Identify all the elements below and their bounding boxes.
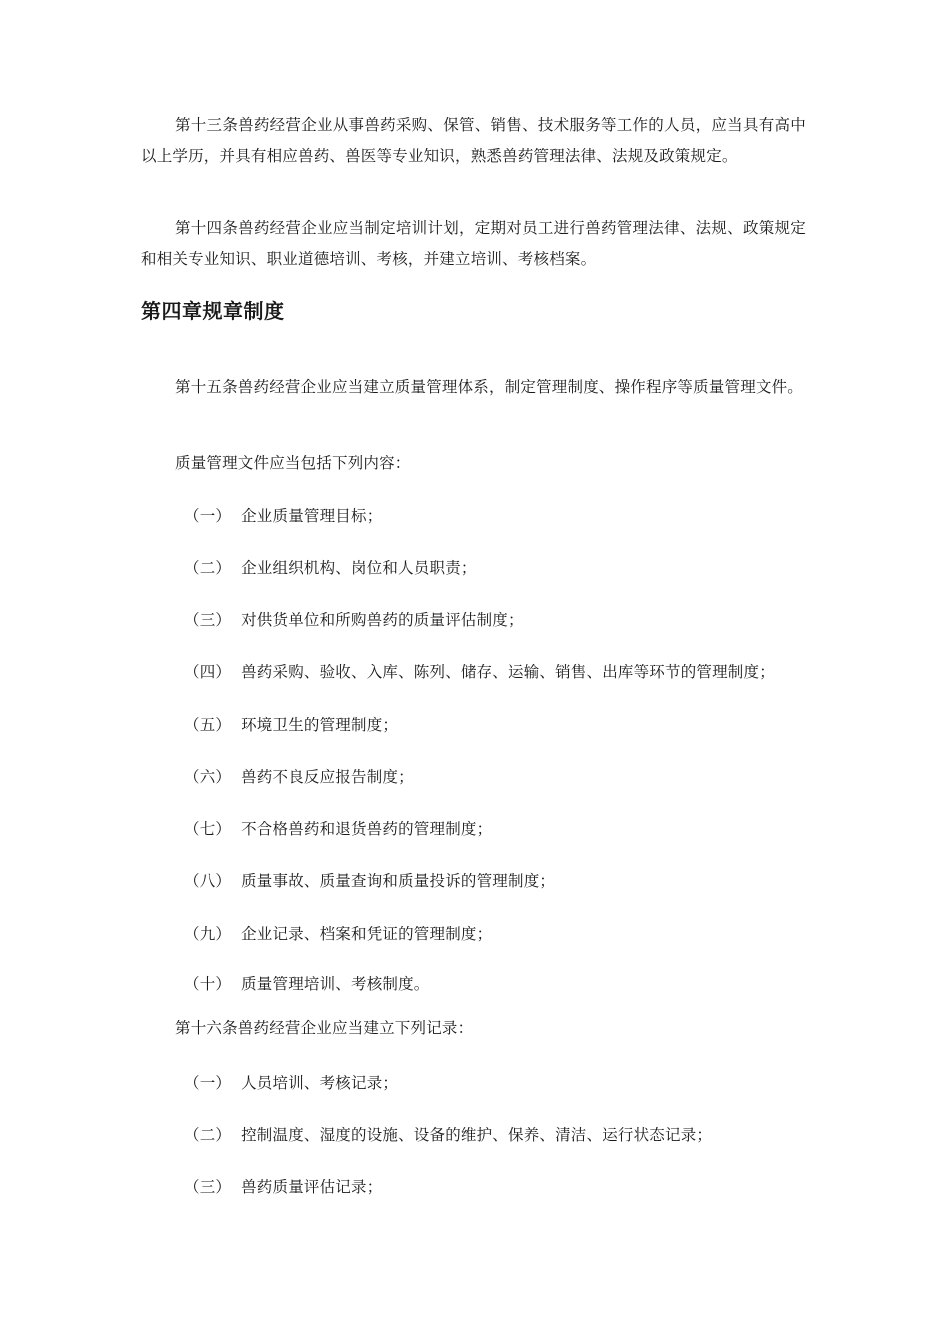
item-text: 环境卫生的管理制度； [241, 716, 399, 734]
item-text: 控制温度、湿度的设施、设备的维护、保养、清洁、运行状态记录； [241, 1126, 713, 1144]
item-text: 企业记录、档案和凭证的管理制度； [241, 925, 493, 943]
quality-doc-item [184, 969, 430, 999]
record-item [184, 1172, 382, 1202]
quality-doc-item [184, 710, 398, 740]
item-text: 质量管理培训、考核制度。 [241, 975, 430, 993]
article-16-intro: 第十六条兽药经营企业应当建立下列记录： [175, 1019, 474, 1037]
item-number: （四） [184, 663, 232, 681]
quality-doc-item [184, 814, 492, 844]
item-number: （九） [184, 925, 232, 943]
quality-doc-item [184, 657, 775, 687]
quality-doc-item [184, 866, 555, 896]
item-text: 人员培训、考核记录； [241, 1074, 399, 1092]
item-text: 不合格兽药和退货兽药的管理制度； [241, 820, 493, 838]
chapter-4-heading: 第四章规章制度 [141, 299, 285, 323]
item-text: 对供货单位和所购兽药的质量评估制度； [241, 611, 524, 629]
quality-docs-intro: 质量管理文件应当包括下列内容： [175, 454, 411, 472]
item-number: （一） [184, 507, 232, 525]
item-number: （五） [184, 716, 232, 734]
item-number: （三） [184, 1178, 232, 1196]
quality-doc-item [184, 919, 492, 949]
item-text: 企业质量管理目标； [241, 507, 383, 525]
item-number: （一） [184, 1074, 232, 1092]
article-15-paragraph: 第十五条兽药经营企业应当建立质量管理体系，制定管理制度、操作程序等质量管理文件。 [175, 378, 804, 396]
item-number: （七） [184, 820, 232, 838]
item-text: 企业组织机构、岗位和人员职责； [241, 559, 477, 577]
item-number: （十） [184, 975, 232, 993]
article-14-paragraph: 第十四条兽药经营企业应当制定培训计划，定期对员工进行兽药管理法律、法规、政策规定和相关专业知识、职业道德培训、考核，并建立培训、考核档案。 [141, 219, 806, 268]
item-number: （二） [184, 559, 232, 577]
item-number: （三） [184, 611, 232, 629]
item-text: 兽药采购、验收、入库、陈列、储存、运输、销售、出库等环节的管理制度； [241, 663, 775, 681]
record-item [184, 1068, 398, 1098]
quality-doc-item [184, 501, 382, 531]
record-item [184, 1120, 712, 1150]
quality-doc-item [184, 762, 414, 792]
item-number: （二） [184, 1126, 232, 1144]
item-number: （八） [184, 872, 232, 890]
item-text: 质量事故、质量查询和质量投诉的管理制度； [241, 872, 556, 890]
quality-doc-item [184, 553, 477, 583]
quality-doc-item [184, 605, 524, 635]
item-text: 兽药不良反应报告制度； [241, 768, 414, 786]
item-number: （六） [184, 768, 232, 786]
article-13-paragraph: 第十三条兽药经营企业从事兽药采购、保管、销售、技术服务等工作的人员，应当具有高中以上学历，并具有相应兽药、兽医等专业知识，熟悉兽药管理法律、法规及政策规定。 [141, 116, 806, 165]
item-text: 兽药质量评估记录； [241, 1178, 383, 1196]
